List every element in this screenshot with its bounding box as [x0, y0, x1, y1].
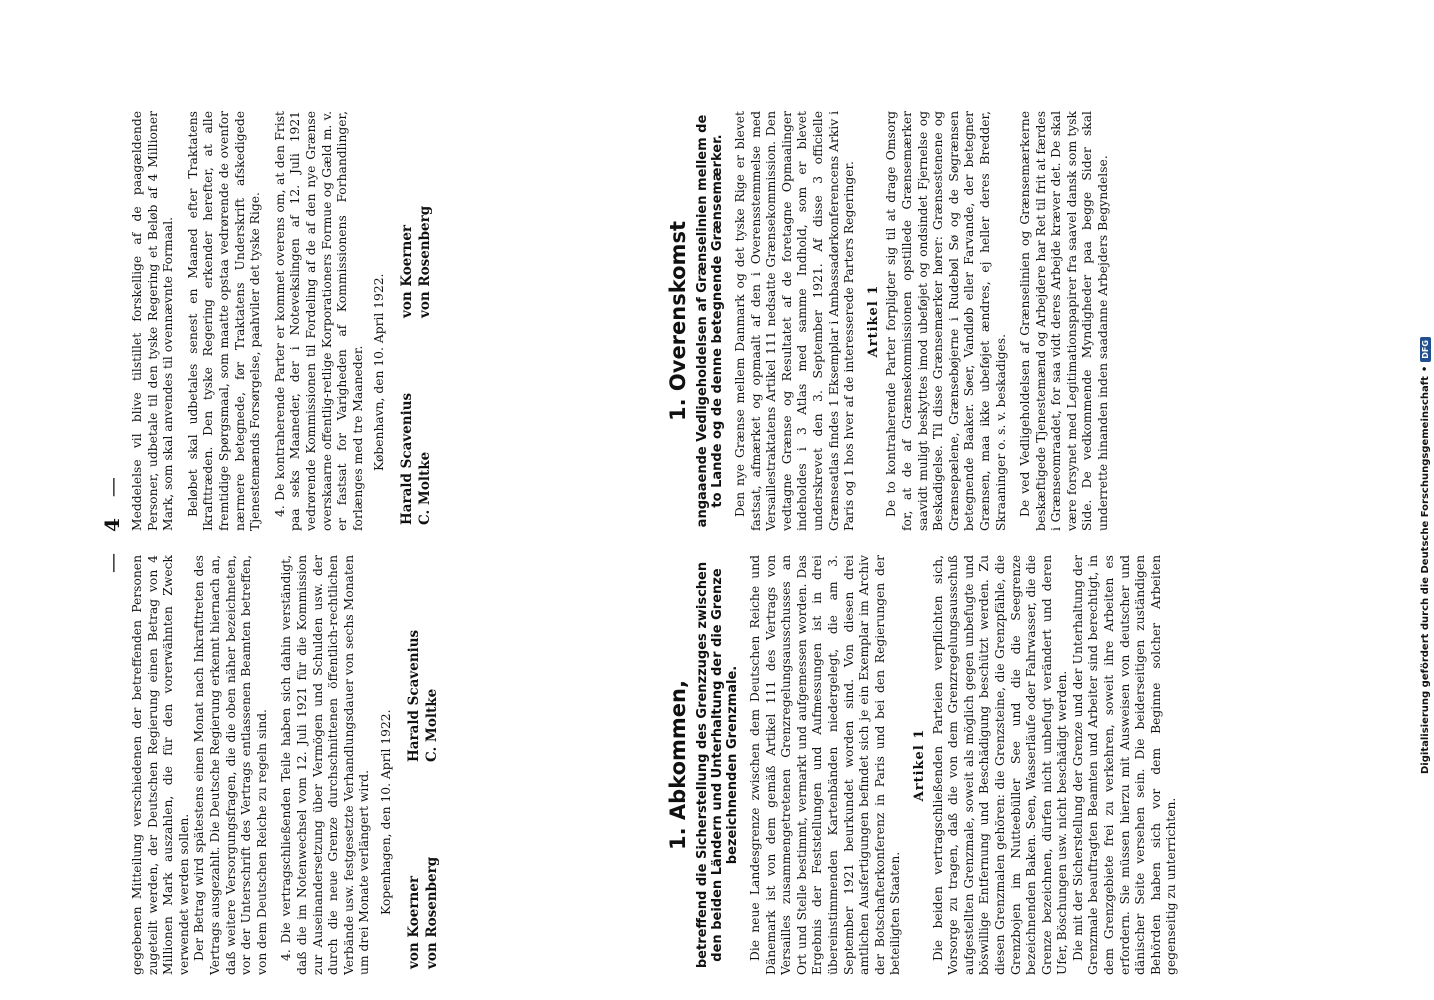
- signature: C. Moltke: [416, 451, 433, 525]
- signature: von Koerner: [405, 875, 422, 969]
- signature: von Rosenberg: [416, 205, 433, 318]
- credit-text: Digitalisierung gefördert durch die Deutsche Forschungsgemeinschaft: [1420, 376, 1431, 774]
- german-paragraph-1: Der Betrag wird spätestens einen Monat nach Inkrafttreten des Vertrags ausgezahlt. Die Deutsche Regierung erkennt hiernach an, daß weitere Versorgungsfragen, die die oben näher bezeichneten, vor der Unterschrift des Vertrags entlassenen Beamten betreffen, von dem Deutschen Reiche zu regeln sind.: [192, 555, 269, 975]
- rotated-document-page: [100, 75, 1400, 975]
- german-signatures: [405, 555, 441, 975]
- danish-paragraph-4: De to kontraherende Parter forpligter sig til at drage Omsorg for, at de af Grænsekommissionen opstillede Grænsemærker saavidt muligt beskyttes imod ubeføjet og ondsindet Fjernelse og Beskadigelse. Til disse Grænsemærker hører: Grænsestenene og Grænsepælene, Grænsebøjerne i Rudebøl Sø og de Søgrænsen betegnende Baaker. Søer, Vandløb eller Farvande, der betegner Grænsen, maa ikke ubeføjet ændres, ej heller deres Bredder, Skraaninger o. s. v. beskadiges.: [884, 111, 1008, 531]
- danish-paragraph-5: De ved Vedligeholdelsen af Grænselinien og Grænsemærkerne beskæftigede Tjenestemænd og Arbejdere har Ret til frit at færdes i Grænseomraadet, for saa vidt deres Arbejde kræver det. De skal være forsynet med Legitimationspapirer fra saavel dansk som tysk Side. De vedkommende Myndigheder paa begge Sider skal underrette hinanden inden saadanne Arbejders Begyndelse.: [1018, 111, 1111, 531]
- german-column-top: [130, 555, 750, 975]
- german-agreement-subheading: betreffend die Sicherstellung des Grenzzuges zwischen den beiden Ländern und Unterhaltung der die Grenze bezeichnenden Grenzmale.: [695, 561, 740, 969]
- danish-paragraph-3: Den nye Grænse mellem Danmark og det tyske Rige er blevet fastsat, afmærket og opmaalt af den i Overensstemmelse med Versaillestraktatens Artikel 111 nedsatte Grænsekommission. Den vedtagne Grænse og Resultatet af de foretagne Opmaalinger indeholdes i 3 Atlas med samme Indhold, som er blevet underskrevet den 3. September 1921. Af disse 3 officielle Grænseatlas findes 1 Eksemplar i Ambassadørkonferencens Arkiv i Paris og 1 hos hver af de interesserede Parters Regeringer.: [733, 111, 857, 531]
- danish-paragraph-2: 4. De kontraherende Parter er kommet overens om, at den Frist paa seks Maaneder, der i Notevekslingen af 12. Juli 1921 vedrørende Kommissionen til Fordeling af de af den nye Grænse overskaarne offentlig-retlige Korporationers Formue og Gæld m. v. er fastsat for Varigheden af Kommissionens Forhandlinger, forlænges med tre Maaneder.: [272, 111, 365, 531]
- danish-agreement-heading: 1. Overenskomst: [666, 221, 690, 421]
- danish-intro: Meddelelse vil blive tilstillet forskellige af de paagældende Personer, udbetale til den tyske Regering et Beløb af 4 Millioner Mark, som skal anvendes til ovennævnte Formaal.: [130, 111, 176, 531]
- danish-column-bottom: [665, 111, 1112, 531]
- danish-column-top: [130, 111, 750, 531]
- german-date: Kopenhagen, den 10. April 1922.: [378, 709, 393, 915]
- german-intro: gegebenen Mitteilung verschiedenen der betreffenden Personen zugeteilt werden, der Deutschen Regierung einen Betrag von 4 Millionen Mark auszahlen, die für den vorerwähnten Zweck verwendet werden sollen.: [130, 555, 191, 975]
- signature: Harald Scavenius: [398, 392, 415, 525]
- danish-paragraph-1: Beløbet skal udbetales senest en Maaned efter Traktatens Ikrafttræden. Den tyske Regering erkender herefter, at alle fremtidige Spørgsmaal, som maatte opstaa vedrørende de ovenfor nærmere betegnede, før Traktatens Underskrift afskedigede Tjenestemænds Forsørgelse, paahviler det tyske Rige.: [185, 111, 263, 531]
- danish-article-heading: Artikel 1: [865, 284, 881, 358]
- german-paragraph-2: 4. Die vertragschließenden Teile haben sich dahin verständigt, daß die im Notenwechsel vom 12. Juli 1921 für die Kommission zur Auseinandersetzung über Vermögen und Schulden usw. der durch die neue Grenze durchschnittenen öffentlich-rechtlichen Verbände usw. festgesetzte Verhandlungsdauer von sechs Monaten um drei Monate verlängert wird.: [279, 555, 372, 975]
- german-paragraph-3: Die neue Landesgrenze zwischen dem Deutschen Reiche und Dänemark ist von dem gemäß Artikel 111 des Vertrags von Versailles zusammengetretenen Grenzregelungsausschusses an Ort und Stelle bestimmt, vermarkt und aufgemessen worden. Das Ergebnis der Feststellungen und Aufmessungen ist in drei übereinstimmenden Kartenbänden niedergelegt, die am 3. September 1921 beurkundet worden sind. Von diesen drei amtlichen Ausfertigungen befindet sich je ein Exemplar im Archiv der Botschafterkonferenz in Paris und bei den Regierungen der beteiligten Staaten.: [748, 555, 903, 975]
- signature: C. Moltke: [423, 688, 440, 762]
- german-column-bottom: [665, 555, 1180, 975]
- page-number: — 4 —: [100, 477, 124, 573]
- signature: Harald Scavenius: [405, 629, 422, 762]
- dfg-logo-badge: DFG: [1420, 337, 1431, 362]
- german-paragraph-5: Die mit der Sicherstellung der Grenze und der Unterhaltung der Grenzmale beauftragten Beamten und Arbeiter sind berechtigt, in dem Grenzgebiete frei zu verkehren, soweit ihre Arbeiten es erfordern. Sie müssen hierzu mit Ausweisen von deutscher und dänischer Seite versehen sein. Die beiderseitigen zuständigen Behörden haben sich vor dem Beginne solcher Arbeiten gegenseitig zu unterrichten.: [1070, 555, 1179, 975]
- danish-date: København, den 10. April 1922.: [372, 273, 387, 471]
- signature: von Koerner: [398, 224, 415, 318]
- german-paragraph-4: Die beiden vertragschließenden Parteien verpflichten sich, Vorsorge zu tragen, daß die von dem Grenzregelungsausschuß aufgestellten Grenzmale, soweit als möglich gegen unbefugte und böswillige Entfernung und Beschädigung beschützt werden. Zu diesen Grenzmalen gehören: die Grenzsteine, die Grenzpfähle, die Grenzbojen im Nutteebüller See und die die Seegrenze bezeichnenden Baken. Seen, Wasserläufe oder Fahrwasser, die die Grenze bezeichnen, dürfen nicht unbefugt verändert und deren Ufer, Böschungen usw. nicht beschädigt werden.: [930, 555, 1070, 975]
- german-agreement-heading: 1. Abkommen,: [666, 680, 690, 850]
- danish-agreement-subheading: angaaende Vedligeholdelsen af Grænselinien mellem de to Lande og de denne betegnende Grænsemærker.: [695, 114, 725, 528]
- german-article-heading: Artikel 1: [911, 728, 927, 802]
- signature: von Rosenberg: [423, 856, 440, 969]
- danish-signatures: [398, 111, 434, 531]
